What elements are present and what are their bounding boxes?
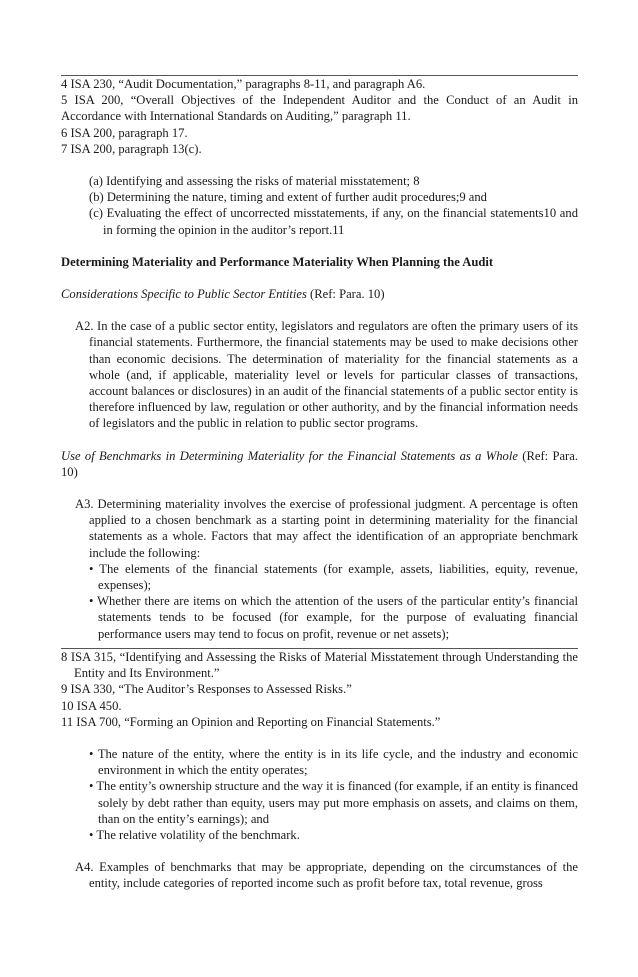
bullet-volatility: • The relative volatility of the benchmark. [89, 827, 300, 842]
footnote-10: 10 ISA 450. [61, 698, 122, 713]
paragraph-a2: A2. In the case of a public sector entity, legislators and regulators are often the primary users of its financial statements. Furthermore, the financial statements may be used to make decisions other than economic decisions. The determination of materiality for the financial statements as a whole (and, if applicable, materiality level or levels for particular classes of transactions, account balances or disclosures) in an audit of the financial statements of a public sector entity is therefore influenced by law, regulation or other authority, and by the financial information needs of legislators and the public in relation to public sector programs. [75, 319, 578, 431]
footnote-11: 11 ISA 700, “Forming an Opinion and Reporting on Financial Statements.” [61, 714, 441, 729]
bullet-elements: • The elements of the financial statements (for example, assets, liabilities, equity, revenue, expenses); [89, 561, 578, 593]
footnote-9: 9 ISA 330, “The Auditor’s Responses to Assessed Risks.” [61, 682, 352, 697]
subheading-public-sector [61, 286, 578, 302]
footnote-6: 6 ISA 200, paragraph 17. [61, 125, 188, 140]
list-item-b: (b) Determining the nature, timing and extent of further audit procedures;9 and [89, 190, 487, 205]
footnote-8: 8 ISA 315, “Identifying and Assessing the Risks of Material Misstatement through Understanding the Entity and Its Environment.” [61, 649, 578, 681]
list-item-c: (c) Evaluating the effect of uncorrected misstatements, if any, on the financial statements10 and in forming the opinion in the auditor’s report.11 [89, 206, 578, 237]
subheading-public-sector-ref: (Ref: Para. 10) [306, 287, 385, 302]
benchmark-factors-list-continued [89, 746, 578, 843]
bullet-ownership-structure: • The entity’s ownership structure and the way it is financed (for example, if an entity is financed solely by debt rather than equity, users may put more emphasis on assets, and claims on them, than on the entity’s earnings); and [89, 779, 578, 826]
paragraph-a3: A3. Determining materiality involves the exercise of professional judgment. A percentage is often applied to a chosen benchmark as a starting point in determining materiality for the financial statements as a whole. Factors that may affect the identification of an appropriate benchmark include the following: [75, 497, 578, 560]
subheading-benchmarks-ref: (Ref: Para. 10) [61, 448, 578, 479]
paragraph-a4: A4. Examples of benchmarks that may be appropriate, depending on the circumstances of the entity, include categories of reported income such as profit before tax, total revenue, gross [75, 860, 578, 891]
list-item-a: (a) Identifying and assessing the risks of material misstatement; 8 [89, 174, 420, 189]
footnote-5: 5 ISA 200, “Overall Objectives of the Independent Auditor and the Conduct of an Audit in Accordance with International Standards on Auditing,” paragraph 11. [61, 93, 578, 124]
subheading-benchmarks-title: Use of Benchmarks in Determining Materiality for the Financial Statements as a Whole [61, 448, 518, 463]
bullet-nature-of-entity: • The nature of the entity, where the entity is in its life cycle, and the industry and economic environment in which the entity operates; [89, 746, 578, 778]
benchmark-factors-list [89, 561, 578, 642]
objectives-list [61, 173, 578, 238]
bullet-users-focus: • Whether there are items on which the attention of the users of the particular entity’s financial statements tends to be focused (for example, for the purpose of evaluating financial performance users may tend to focus on profit, revenue or net assets); [89, 594, 578, 641]
footnote-4: 4 ISA 230, “Audit Documentation,” paragraphs 8-11, and paragraph A6. [61, 77, 426, 91]
section-heading: Determining Materiality and Performance Materiality When Planning the Audit [61, 254, 494, 269]
footnote-7: 7 ISA 200, paragraph 13(c). [61, 141, 202, 156]
document-page [0, 75, 638, 977]
subheading-benchmarks [61, 448, 578, 480]
subheading-public-sector-title: Considerations Specific to Public Sector Entities [61, 287, 307, 302]
